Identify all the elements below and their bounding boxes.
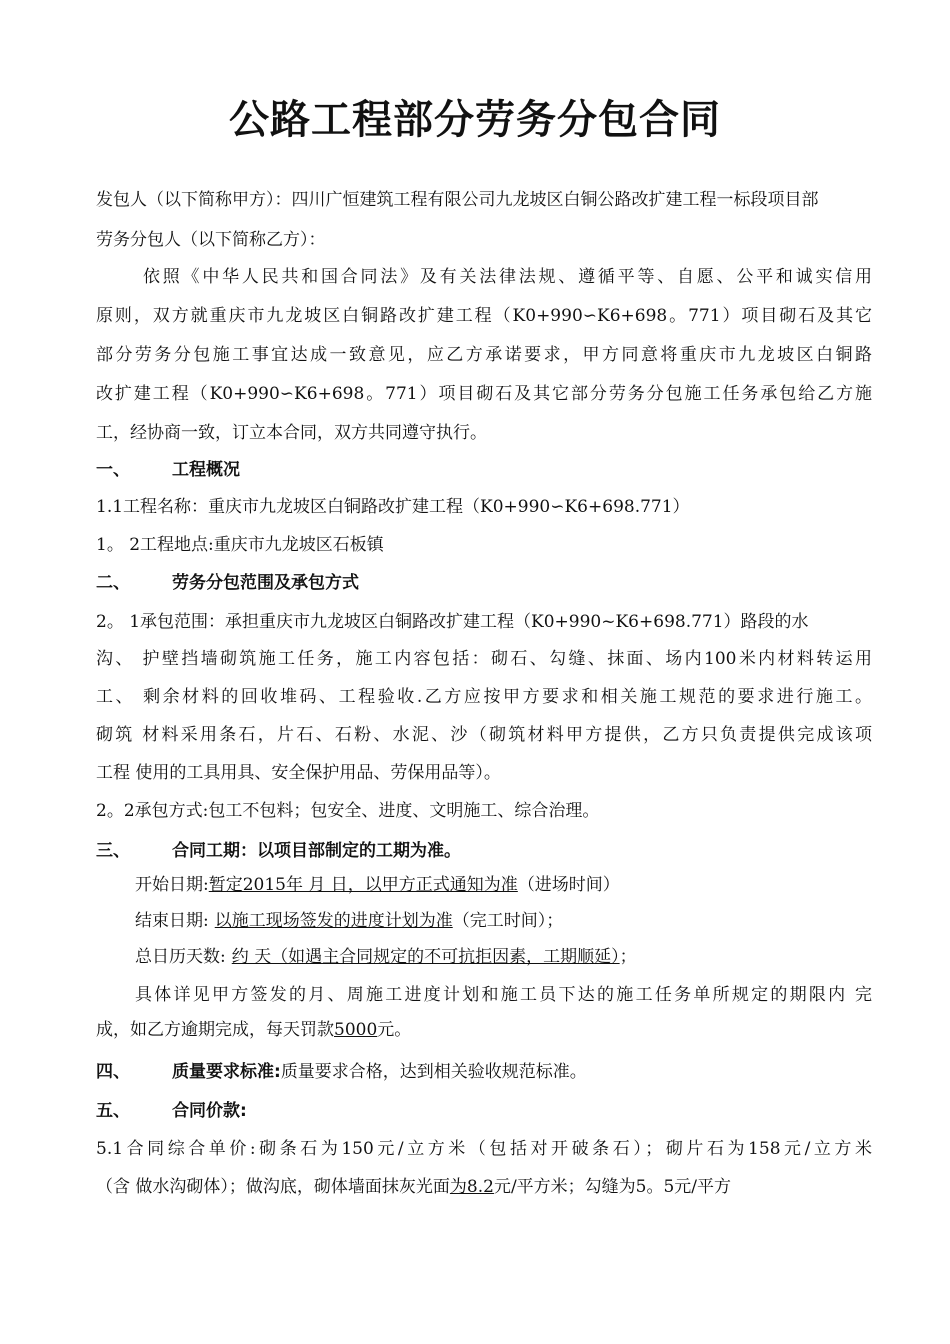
scope-line-1: 2。 1承包范围：承担重庆市九龙坡区白铜路改扩建工程（K0+990~K6+698.771）路段的水 [96,612,809,632]
schedule-detail-line-1: 具体详见甲方签发的月、周施工进度计划和施工员下达的施工任务单所规定的期限内 完 [135,985,872,1005]
quality-text: 质量要求合格，达到相关验收规范标准。 [280,1062,587,1082]
total-days-label: 总日历天数: [135,947,226,967]
project-location: 1。 2工程地点:重庆市九龙坡区石板镇 [96,535,384,555]
plaster-price: 为8.2 [449,1177,494,1197]
project-name: 1.1工程名称：重庆市九龙坡区白铜路改扩建工程（K0+990∽K6+698.771） [96,497,690,517]
section-number: 三、 [96,841,130,861]
scope-line-2: 沟、 护壁挡墙砌筑施工任务，施工内容包括：砌石、勾缝、抹面、场内100米内材料转运用 [96,649,872,669]
scope-line-3: 工、 剩余材料的回收堆码、工程验收.乙方应按甲方要求和相关施工规范的要求进行施工。 [96,687,872,707]
section-title: 合同工期：以项目部制定的工期为准。 [172,841,461,861]
end-date-value: 以施工现场签发的进度计划为准 [214,911,453,931]
price-text-cont: 元/平方米；勾缝为5。5元/平方 [493,1177,732,1197]
preamble-line-1: 依照《中华人民共和国合同法》及有关法律法规、遵循平等、自愿、公平和诚实信用 [143,267,872,287]
section-title: 合同价款: [172,1101,247,1121]
scope-line-4: 砌筑 材料采用条石，片石、石粉、水泥、沙（砌筑材料甲方提供，乙方只负责提供完成该项 [96,725,872,745]
section-number: 四、 [96,1062,130,1082]
section-title: 劳务分包范围及承包方式 [172,573,359,593]
preamble-line-3: 部分劳务分包施工事宜达成一致意见，应乙方承诺要求，甲方同意将重庆市九龙坡区白铜路 [96,345,872,365]
penalty-amount: 5000 [334,1020,378,1040]
end-date-note: （完工时间）； [452,911,564,931]
start-date-line [135,874,620,896]
total-days-value: 约 天（如遇主合同规定的不可抗拒因素，工期顺延） [231,947,620,967]
document-title: 公路工程部分劳务分包合同 [229,97,721,143]
preamble-line-4: 改扩建工程（K0+990∽K6+698。771）项目砌石及其它部分劳务分包施工任务承包给乙方施 [96,384,872,404]
end-date-label: 结束日期: [135,911,209,931]
contract-method: 2。2承包方式:包工不包料；包安全、进度、文明施工、综合治理。 [96,801,600,821]
start-date-value: 暂定2015年 月 日，以甲方正式通知为准 [208,875,518,895]
scope-line-5: 工程 使用的工具用具、安全保护用品、劳保用品等）。 [96,763,501,783]
section-number: 一、 [96,460,130,480]
section-1-heading [96,459,240,481]
preamble-line-5: 工，经协商一致，订立本合同，双方共同遵守执行。 [96,423,487,443]
section-number: 二、 [96,573,130,593]
start-date-label: 开始日期: [135,875,209,895]
total-days-line [135,946,637,968]
price-text: （含 做水沟砌体）；做沟底，砌体墙面抹灰光面 [96,1177,450,1197]
schedule-detail-line-2 [96,1019,411,1041]
section-title: 工程概况 [172,460,240,480]
section-4-heading [96,1061,587,1083]
penalty-unit: 元。 [377,1020,412,1040]
price-line-1: 5.1合同综合单价:砌条石为150元/立方米（包括对开破条石）；砌片石为158元/立方米 [96,1139,872,1159]
preamble-line-2: 原则，双方就重庆市九龙坡区白铜路改扩建工程（K0+990∽K6+698。771）项目砌石及其它 [96,306,872,326]
price-line-2 [96,1176,731,1198]
total-days-note: ； [619,947,637,967]
end-date-line [135,910,563,932]
party-a: 发包人（以下简称甲方）：四川广恒建筑工程有限公司九龙坡区白铜公路改扩建工程一标段项目部 [96,190,819,210]
section-5-heading [96,1100,247,1122]
section-number: 五、 [96,1101,130,1121]
penalty-text: 成，如乙方逾期完成，每天罚款 [96,1020,334,1040]
section-3-heading [96,840,461,862]
start-date-note: （进场时间） [517,875,620,895]
section-title: 质量要求标准: [172,1062,281,1082]
party-b: 劳务分包人（以下简称乙方）： [96,230,326,250]
section-2-heading [96,572,359,594]
